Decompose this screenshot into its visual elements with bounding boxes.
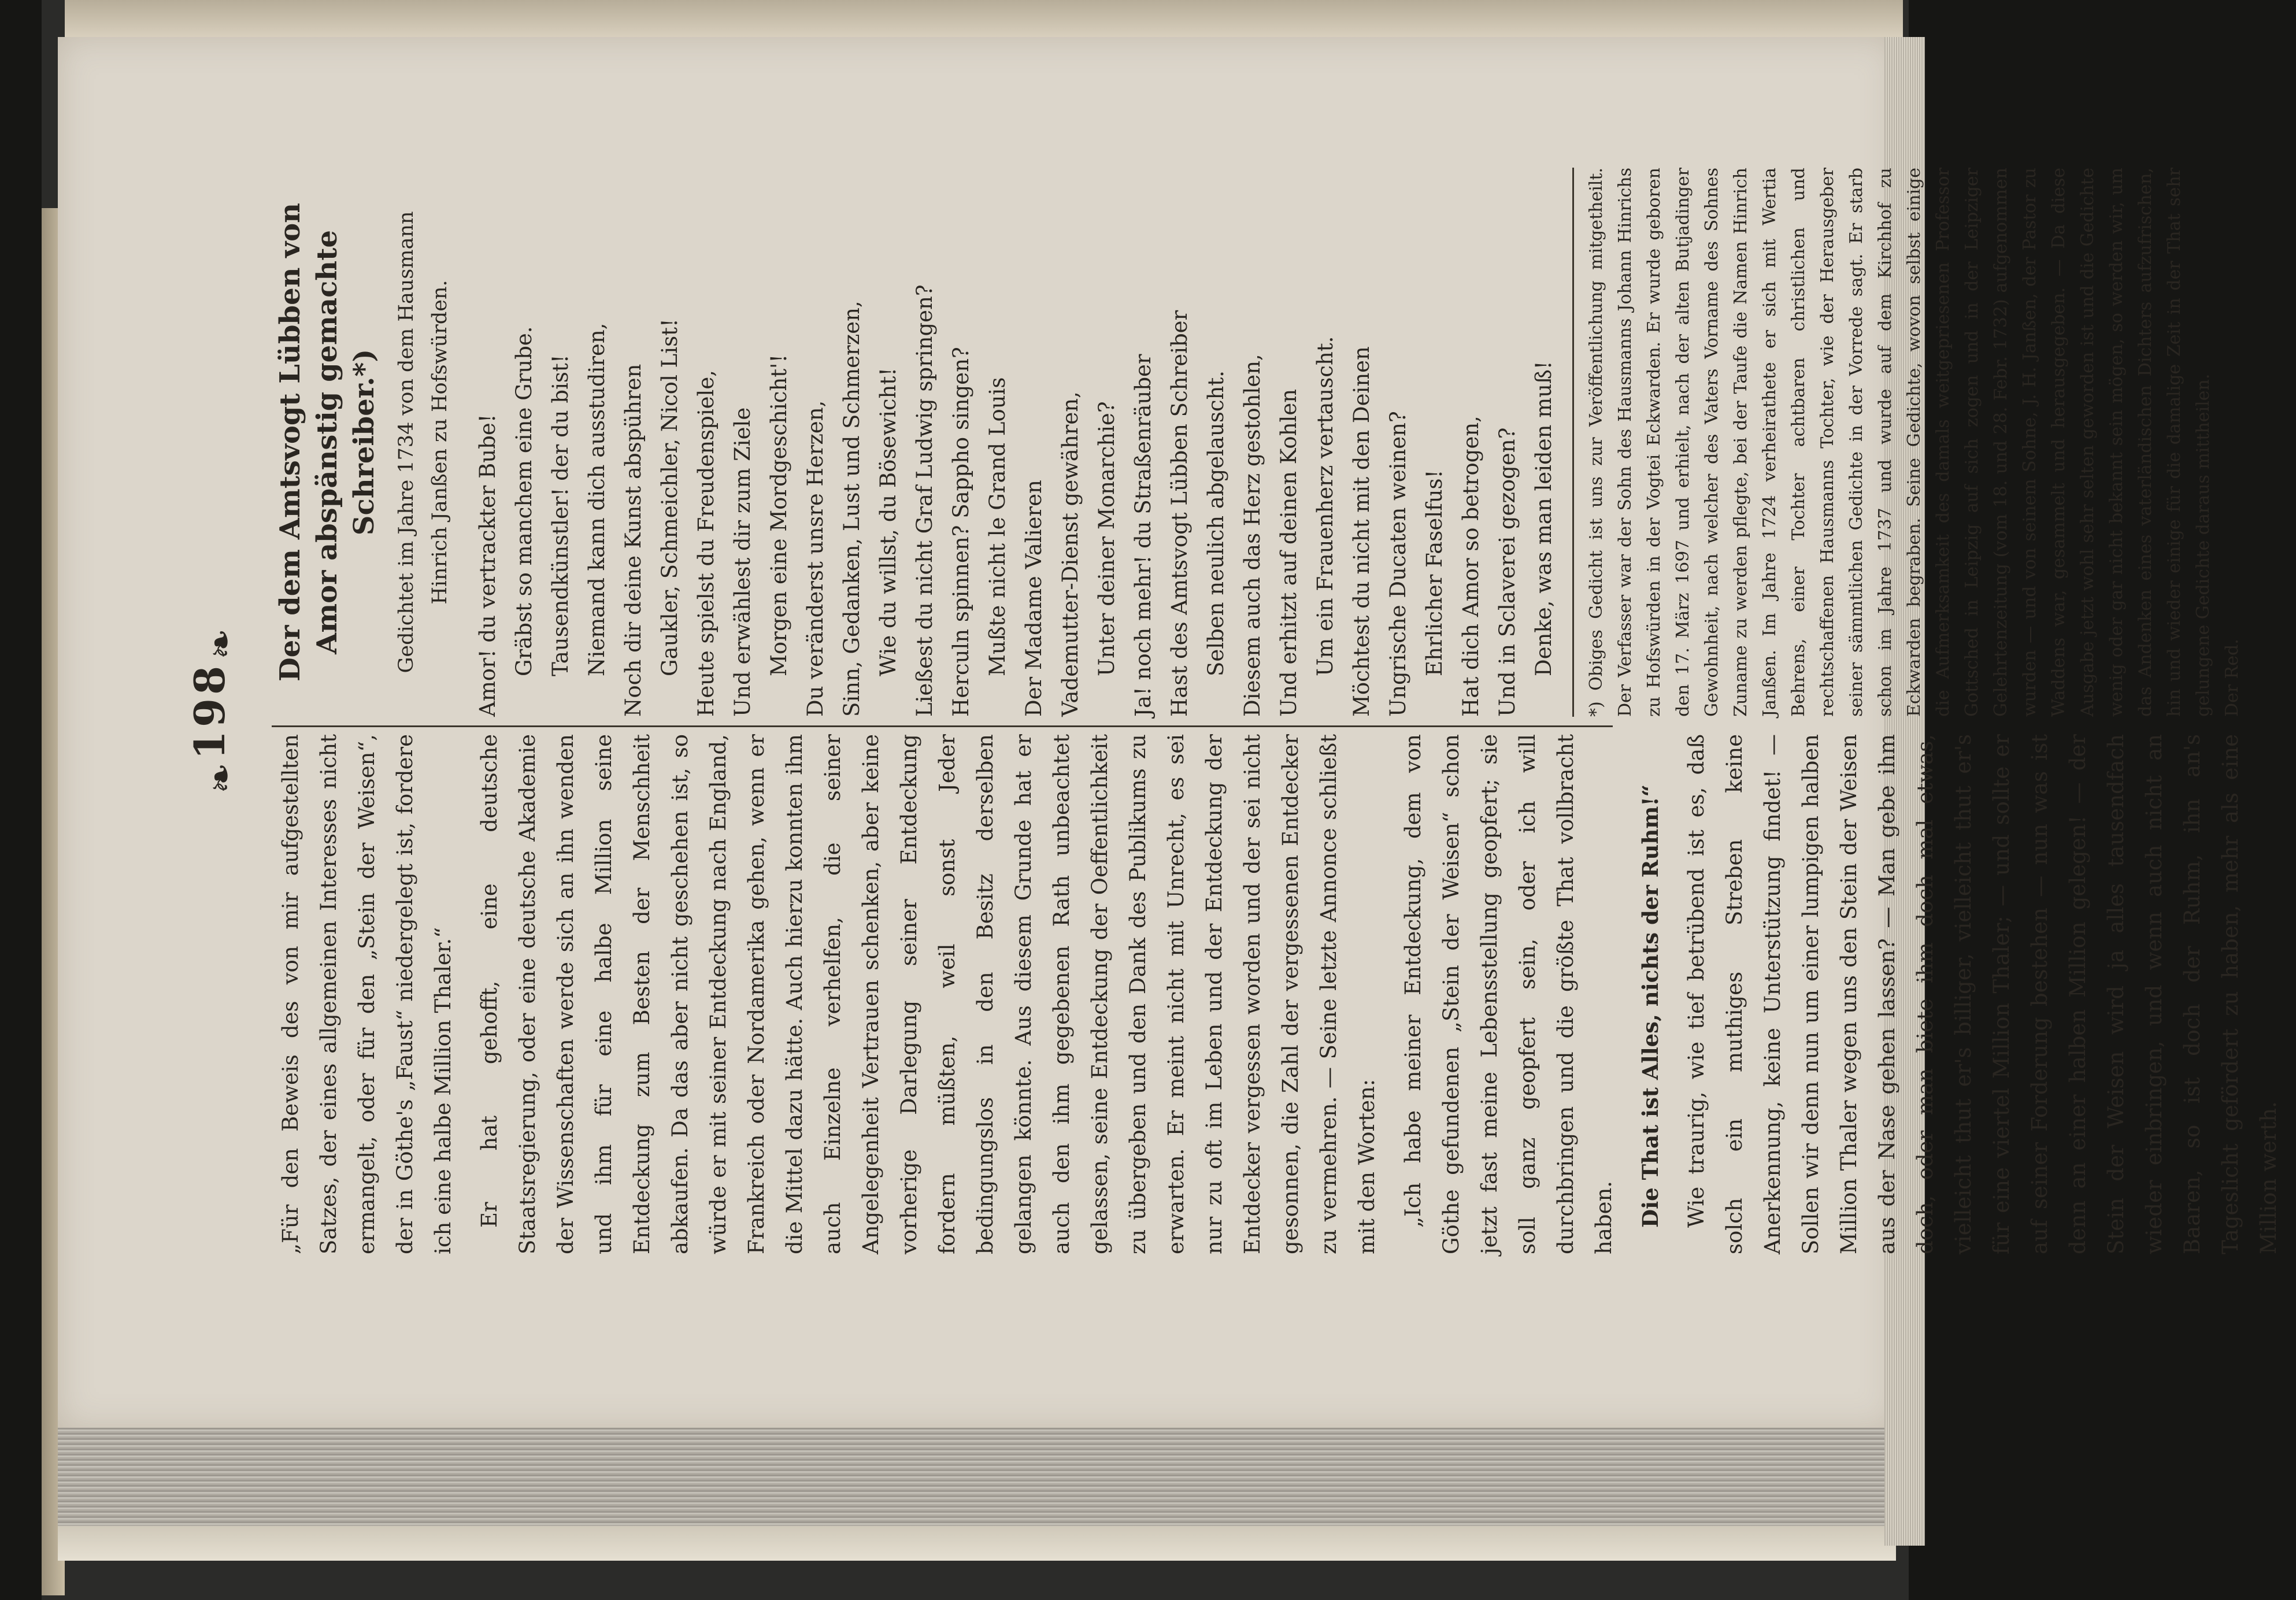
verse-line: Ungrische Ducaten weinen?: [1386, 411, 1410, 717]
ornament-right-icon: ❧: [200, 628, 243, 660]
footnote-signature: Der Red.: [2222, 639, 2242, 717]
verse-line: Und erwählest dir zum Ziele: [730, 407, 755, 717]
verse-line: Und in Sclaverei gezogen?: [1495, 427, 1520, 717]
rotated-page-content: [185, 168, 2281, 1254]
poem-author: Hinrich Janßen zu Hofswürden.: [428, 280, 451, 605]
verse-line: Du veränderst unsre Herzen,: [803, 400, 828, 717]
body-paragraph: Wie traurig, wie tief betrübend ist es, daß solch ein muthiges Streben keine Anerkennung, keine Unterstützung findet! — Sollen wir denn nun um einer lumpigen halben Million Thaler wegen uns den Stein der Weisen aus der Nase gehen lassen? — Man gebe ihm doch, oder man biete ihm doch mal etwas, vielleicht thut er's billiger, vielleicht thut er's für eine viertel Million Thaler; — und sollte er auf seiner Forderung bestehen — nun was ist denn an einer halben Million gelegen! — der Stein der Weisen wird ja alles tausendfach wieder einbringen, und wenn auch nicht an Baaren, so ist doch der Ruhm, ihn an's Tageslicht gefördert zu haben, mehr als eine Million werth.: [1684, 734, 2281, 1254]
verse-line: Noch dir deine Kunst abspühren: [621, 364, 646, 717]
verse-line: Amor! du vertrackter Bube!: [475, 414, 500, 717]
poem-verses: [469, 168, 1562, 717]
verse-line: Gaukler, Schmeichler, Nicol List!: [657, 318, 682, 676]
verse-line: Der Madame Valieren: [1021, 480, 1046, 717]
quote-paragraph: „Ich habe meiner Entdeckung, dem von Göthe gefundenen „Stein der Weisen“ schon jetzt fast meine Lebensstellung geopfert; sie soll ganz geopfert sein, oder ich will durchbringen und die größte That vollbracht haben.: [1401, 734, 1616, 1254]
verse-line: Morgen eine Mordgeschicht'!: [766, 354, 791, 676]
verse-line: Herculn spinnen? Sappho singen?: [949, 347, 973, 717]
verse-line: Ließest du nicht Graf Ludwig springen?: [912, 284, 937, 717]
right-column: [272, 168, 2247, 717]
page-number: 198: [185, 662, 234, 760]
verse-line: Tausendkünstler! der du bist!: [548, 354, 573, 676]
column-divider: [272, 725, 1613, 727]
verse-line: Unter deiner Monarchie?: [1094, 401, 1119, 676]
quote-closing: Die That ist Alles, nichts der Ruhm!“: [1638, 784, 1663, 1228]
verse-line: Sinn, Gedanken, Lust und Schmerzen,: [839, 301, 864, 717]
body-paragraph: Er hat gehofft, eine deutsche Staatsregierung, oder eine deutsche Akademie der Wissenschaften werde sich an ihn wenden und ihm für eine halbe Million seine Entdeckung zum Besten der Menschheit abkaufen. Da das aber nicht geschehen ist, so würde er mit seiner Entdeckung nach England, Frankreich oder Nordamerika gehen, wenn er die Mittel dazu hätte. Auch hierzu konnten ihm auch Einzelne verhelfen, die seiner Angelegenheit Vertrauen schenken, aber keine vorherige Darlegung seiner Entdeckung fordern müßten, weil sonst Jeder bedingungslos in den Besitz derselben gelangen könnte. Aus diesem Grunde hat er auch den ihm gegebenen Rath unbeachtet gelassen, seine Entdeckung der Oeffentlichkeit zu übergeben und den Dank des Publikums zu erwarten. Er meint nicht mit Unrecht, es sei nur zu oft im Leben und der Entdeckung der Entdecker vergessen worden und der sei nicht gesonnen, die Zahl der vergessenen Entdecker zu vermehren. — Seine letzte Annonce schließt mit den Worten:: [477, 734, 1379, 1254]
verse-line: Wie du willst, du Bösewicht!: [876, 367, 901, 676]
verse-line: Um ein Frauenherz vertauscht.: [1313, 336, 1338, 676]
poem-subtitle: Gedichtet im Jahre 1734 von dem Hausmann: [395, 211, 418, 673]
verse-line: Denke, was man leiden muß!: [1531, 361, 1556, 676]
verse-line: Diesem auch das Herz gestohlen,: [1240, 354, 1265, 717]
verse-line: Und erhitzt auf deinen Kohlen: [1276, 388, 1301, 717]
verse-line: Gräbst so manchem eine Grube.: [512, 326, 536, 676]
footnote: *) Obiges Gedicht ist uns zur Veröffentlichung mitgetheilt. Der Verfasser war der Sohn des Hausmanns Johann Hinrichs zu Hofswürden in der Vogtei Eckwarden. Er wurde geboren den 17. März 1697 und erhielt, nach der alten Butjadinger Gewohnheit, nach welcher des Vaters Vorname des Sohnes Zuname zu werden pflegte, bei der Taufe die Namen Hinrich Janßen. Im Jahre 1724 verheirathete er sich mit Wertia Behrens, einer Tochter achtbaren christlichen und rechtschaffenen Hausmanns Tochter, wie der Herausgeber seiner sämmtlichen Gedichte in der Vorrede sagt. Er starb schon im Jahre 1737 und wurde auf dem Kirchhof zu Eckwarden begraben. Seine Gedichte, wovon selbst einige die Aufmerksamkeit des damals weitgepriesenen Professor Gottsched in Leipzig auf sich zogen und in der Leipziger Gelehrtenzeitung (vom 18. und 28. Febr. 1732) aufgenommen wurden — und von seinem Sohne, J. H. Janßen, der Pastor zu Waddens war, gesammelt und herausgegeben. — Da diese Ausgabe jetzt wohl sehr selten geworden ist und die Gedichte wenig oder gar nicht bekannt sein mögen, so werden wir, um das Andenken eines vaterländischen Dichters aufzufrischen, hin und wieder einige für die damalige Zeit in der That sehr gelungene Gedichte daraus mittheilen.: [1586, 168, 2213, 717]
verse-line: Heute spielst du Freudenspiele,: [694, 369, 719, 717]
verse-line: Niemand kann dich ausstudiren,: [584, 323, 609, 676]
verse-line: Ehrlicher Faselfus!: [1422, 469, 1447, 676]
ornament-left-icon: ❧: [200, 762, 243, 794]
page-header: [185, 168, 272, 1254]
verse-line: Hat dich Amor so betrogen,: [1458, 416, 1483, 717]
verse-line: Möchtest du nicht mit den Deinen: [1349, 346, 1374, 717]
left-column: [272, 734, 2296, 1254]
poem-title: Der dem Amtsvogt Lübben von Amor abspänstig gemachte Schreiber.*): [274, 202, 380, 682]
page-block-edges: [58, 1428, 1896, 1526]
footnote-rule: [1572, 168, 1574, 717]
verse-line: Hast des Amtsvogt Lübben Schreiber: [1167, 310, 1192, 717]
page-block-bottom: [58, 1526, 1896, 1561]
verse-line: Vademutter-Dienst gewähren,: [1058, 391, 1083, 717]
verse-line: Selben neulich abgelauscht.: [1203, 370, 1228, 676]
verse-line: Mußte nicht le Grand Louis: [985, 377, 1010, 676]
page-top-edge: [65, 0, 1903, 37]
verse-line: Ja! noch mehr! du Straßenräuber: [1131, 354, 1156, 717]
quote-paragraph: „Für den Beweis des von mir aufgestellten Satzes, der eines allgemeinen Interesses nicht ermangelt, oder für den „Stein der Weisen“, der in Göthe's „Faust“ niedergelegt ist, fordere ich eine halbe Million Thaler.“: [278, 734, 456, 1254]
